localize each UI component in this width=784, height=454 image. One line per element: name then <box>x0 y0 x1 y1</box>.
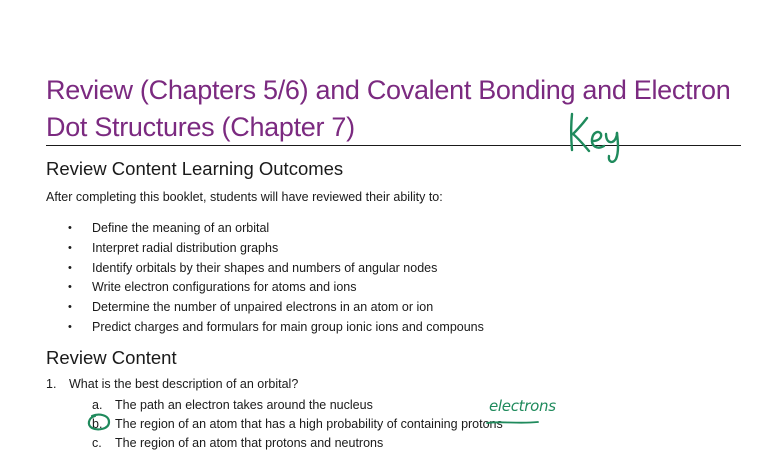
question-number: 1. <box>46 377 57 391</box>
bullet-icon: • <box>68 320 72 333</box>
bullet-icon: • <box>68 301 72 314</box>
strikethrough-mark <box>486 419 540 427</box>
page-title <box>46 72 746 146</box>
title-divider <box>46 145 741 146</box>
selected-answer-circle <box>86 412 114 434</box>
option-letter: a. <box>92 398 103 412</box>
learning-outcomes-intro: After completing this booklet, students will have reviewed their ability to: <box>46 190 443 204</box>
list-item: • Define the meaning of an orbital <box>66 219 484 239</box>
bullet-icon: • <box>68 261 72 274</box>
bullet-icon: • <box>68 241 72 254</box>
struck-word: protons <box>461 417 503 432</box>
bullet-icon: • <box>68 281 72 294</box>
list-item: • Determine the number of unpaired electrons in an atom or ion <box>66 298 484 318</box>
option-letter: c. <box>92 436 102 451</box>
option-text: The region of an atom that protons and neutrons <box>115 436 384 451</box>
option-text: The region of an atom that has a high probability of containing <box>115 417 462 432</box>
answer-option-b <box>92 415 503 434</box>
list-item: • Identify orbitals by their shapes and numbers of angular nodes <box>66 259 484 279</box>
option-letter: b. <box>92 417 103 432</box>
list-item: • Write electron configurations for atoms and ions <box>66 278 484 298</box>
page-title-line-2: Dot Structures (Chapter 7) <box>46 112 355 142</box>
review-content-heading: Review Content <box>46 347 177 368</box>
handwritten-electrons-annotation <box>488 393 572 417</box>
page-title-line-1: Review (Chapters 5/6) and Covalent Bonding and Electron <box>46 75 731 105</box>
answer-option-c <box>92 434 503 453</box>
learning-outcomes-heading: Review Content Learning Outcomes <box>46 158 344 179</box>
svg-text:electrons: electrons <box>489 397 556 415</box>
list-item: • Interpret radial distribution graphs <box>66 239 484 259</box>
answer-options <box>92 396 503 454</box>
list-item: • Predict charges and formulars for main group ionic ions and compouns <box>66 318 484 338</box>
option-text: The path an electron takes around the nucleus <box>115 398 373 412</box>
question-text: What is the best description of an orbital? <box>69 377 299 391</box>
bullet-icon: • <box>68 222 72 234</box>
handwritten-key-annotation <box>562 108 632 170</box>
learning-outcomes-list <box>66 219 484 338</box>
answer-option-a <box>92 396 503 415</box>
